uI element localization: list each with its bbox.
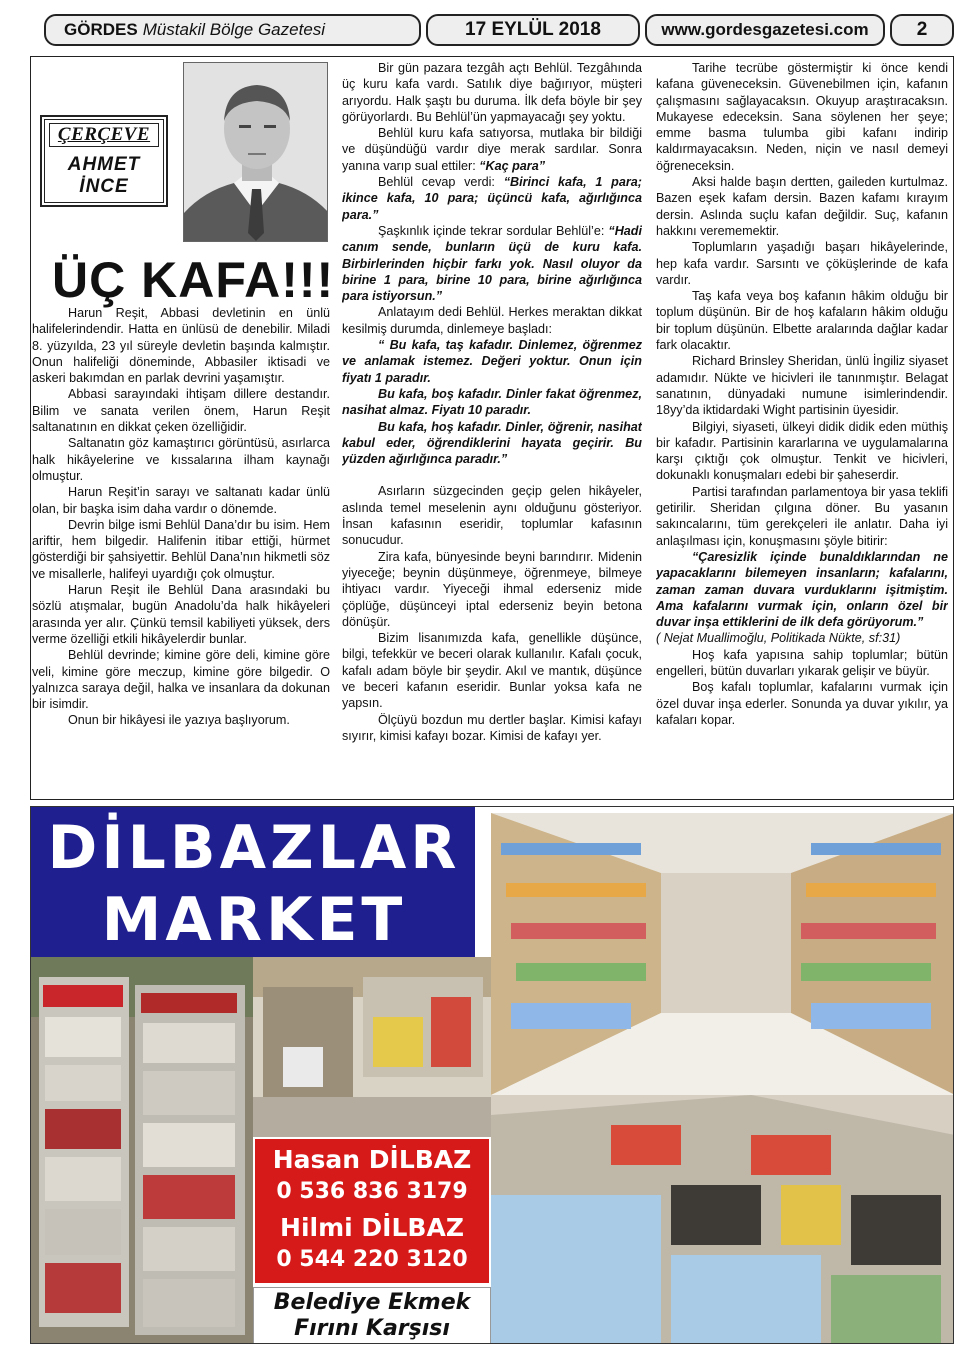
paragraph: Şaşkınlık içinde tekrar sordular Behlül’e: “Hadi canım sende, bunların üçü de kuru kafa. Birbirlerinden hiçbir farkı yok. Nasıl oluyor da birine 1 para, birine 10 para, birine ağırlığınca para istiyorsun.” bbox=[342, 223, 642, 304]
quote-paragraph: Bu kafa, hoş kafadır. Dinler, öğrenir, nasihat kabul eder, öğrendiklerini hayata geçirir. Bu yüzden ağırlığınca paradır.” bbox=[342, 419, 642, 467]
paragraph: Anlatayım dedi Behlül. Herkes meraktan dikkat kesilmiş durumda, dinlemeye başladı: bbox=[342, 305, 642, 336]
paragraph: Behlül cevap verdi: “Birinci kafa, 1 para; ikince kafa, 10 para; üçüncü kafa, ağırlığınca para.” bbox=[342, 175, 642, 222]
store-aisle-photo bbox=[491, 813, 954, 1095]
issue-date: 17 EYLÜL 2018 bbox=[426, 14, 640, 46]
newspaper-rack-photo bbox=[31, 957, 253, 1344]
advert-title-line2: MARKET bbox=[101, 885, 407, 955]
store-address bbox=[253, 1287, 491, 1344]
paragraph: Toplumların yaşadığı başarı hikâyelerinde, hep kafa vardır. Sarsıntı ve çöküşlerinde de kafa vardır. bbox=[656, 240, 948, 287]
author-last-name: İNCE bbox=[79, 176, 129, 197]
paragraph: Tarihe tecrübe göstermiştir ki önce kendi kafana güveneceksin. Güvenebilmen için, kafanın çalışmasını sağlayacaksın. Okuyup araştıracaksın. Mukayese edeceksin. Sana söylenen her şeye; emme basma tulumba gibi kafanı indirip kaldırmayacaksın. Neden, niçin ve nasıl demeyi öğreneceksin. bbox=[656, 61, 948, 173]
paragraph: Asırların süzgecinden geçip gelen hikâyeler, aslında temel meselenin aynı olduğunu gösteriyor. İnsan kafasının eseridir, toplumlar kafasının sonucudur. bbox=[342, 484, 642, 548]
paragraph: Onun bir hikâyesi ile yazıya başlıyorum. bbox=[68, 713, 290, 728]
contact-phone-1[interactable]: 0 536 836 3179 bbox=[276, 1179, 468, 1204]
market-advertisement bbox=[30, 806, 954, 1344]
article-column-2 bbox=[342, 60, 642, 798]
paragraph: Bilgiyi, siyaseti, ülkeyi didik didik eden müthiş bir kafadır. Partisinin kararlarına ve uygulamalarına karşı çıktığı çok olmuştur. Tenkit ve hicivleri, dokunaklı konuşmaları edebi bir şaheserdir. bbox=[656, 419, 948, 483]
storefront-photo bbox=[253, 957, 491, 1137]
quote-paragraph: Bu kafa, boş kafadır. Dinler fakat öğrenmez, nasihat almaz. Fiyatı 10 paradır. bbox=[342, 386, 642, 418]
article-headline: ÜÇ KAFA!!! bbox=[52, 252, 335, 308]
newspaper-name: GÖRDES bbox=[64, 20, 138, 39]
paragraph: Aksi halde başın dertten, gaileden kurtulmaz. Bazen eşek kafam dersin. Bazen kafamı kırayım dersin. Aslında suçlu kafan değildir. Suç, kafanın hakkını verememektir. bbox=[656, 175, 948, 238]
paragraph: Devrin bilge ismi Behlül Dana’dır bu isim. Hem ariftir, hem bilgedir. Halifenin itibar ettiği, hürmet gösterdiği bir şahsiyettir. Behlül Dana’nın hikmetli söz ve misallerle, halifeyi uyardığı çok olmuştur. bbox=[32, 517, 330, 581]
paragraph: Harun Reşit, Abbasi devletinin en ünlü halifelerindendir. Hatta en ünlüsü de denebilir. Miladi 8. yüzyılda, 23 yıl süreyle devletin başında kalmıştır. Onun halifeliği döneminde, Abbasiler iktisadi ve askeri bakımdan en parlak devrini yaşamıştır. bbox=[32, 306, 330, 386]
paragraph: Harun Reşit ile Behlül Dana arasındaki bu sözlü atışmalar, bugün Anadolu’da halk hikâyeleri arasında yer alır. Çünkü temsil kabiliyeti yüksek, ders verme özelliği etkili hikâyelerdir bunlar. bbox=[32, 583, 330, 646]
contact-name-1: Hasan DİLBAZ bbox=[272, 1145, 472, 1174]
paragraph: Abbasi sarayındaki ihtişam dillere destandır. Bilim ve sanata verilen önem, Harun Reşit saltanatının en dikkat çeken özelliğidir. bbox=[32, 387, 330, 435]
article-column-1 bbox=[32, 305, 330, 795]
paragraph: Hoş kafa yapısına sahip toplumlar; bütün engelleri, bütün duvarları yıkarak gelişir ve büyür. bbox=[656, 647, 948, 678]
page-number: 2 bbox=[890, 14, 954, 46]
column-name: ÇERÇEVE bbox=[49, 123, 159, 147]
paragraph: Taş kafa veya boş kafanın hâkim olduğu bir toplum düşünün. Bir de hoş kafaların hâkim olduğu bir toplum düşünün. Elbette aralarında dağlar kadar fark olacaktır. bbox=[656, 289, 948, 353]
contact-phone-2[interactable]: 0 544 220 3120 bbox=[276, 1247, 468, 1272]
website-link[interactable]: www.gordesgazetesi.com bbox=[645, 14, 885, 46]
paragraph: Saltanatın göz kamaştırıcı görüntüsü, asırlarca halk hikâyelerine ve kıssalarına ilham kaynağı olmuştur. bbox=[32, 436, 330, 483]
contact-name-2: Hilmi DİLBAZ bbox=[280, 1213, 464, 1242]
paragraph: Bizim lisanımızda kafa, genellikle düşünce, bilgi, tefekkür ve beceri olarak kullanılır. Kafalı çocuk, kafalı adam böyle bir şeydir. Akıl ve mantık, düşünce ve beceri kafanın eseridir. Bunlar yoksa kafa ne yapsın. bbox=[342, 631, 642, 711]
beverage-shelf-photo bbox=[491, 1095, 954, 1344]
address-line-2: Fırını Karşısı bbox=[294, 1316, 450, 1341]
paragraph: Partisi tarafından parlamentoya bir yasa teklifi getirilir. Sheridan çılgına döner. Bu yasanın sakıncalarını, tüm gerekçeleri ile anlatır. Daha iyi anlaşılması için, konuşmasını şöyle bitirir: bbox=[656, 484, 948, 548]
paragraph: Ölçüyü bozdun mu dertler başlar. Kimisi kafayı sıyırır, kimisi kafayı bozar. Kimisi de kafayı yer. bbox=[342, 712, 642, 743]
paragraph: Richard Brinsley Sheridan, ünlü İngiliz siyaset adamıdır. Nükte ve hicivleri ile tanınmıştır. Belagat sanatının, dünyadaki numune isimlerindendir. 18yy’da iktidardaki Wight partisinin üyesidir. bbox=[656, 354, 948, 418]
advert-title-line1: DİLBAZLAR bbox=[47, 813, 461, 883]
address-line-1: Belediye Ekmek bbox=[273, 1290, 471, 1315]
column-author-box bbox=[40, 115, 168, 207]
paragraph: Behlül kuru kafa satıyorsa, mutlaka bir bildiği ve düşündüğü vardır diye merak sardılar. Sonra yanına varıp sual ettiler: “Kaç para” bbox=[342, 126, 642, 173]
article-column-3 bbox=[656, 60, 948, 798]
paragraph: Boş kafalı toplumlar, kafalarını vurmak için özel duvar inşa ederler. Sonunda ya duvar yıkılır, ya kafaları kopar. bbox=[656, 680, 948, 727]
paragraph: Bir gün pazara tezgâh açtı Behlül. Tezgâhında üç kuru kafa vardı. Satılık diye bağırıyor, müşteri arıyordu. Halk şaştı bu duruma. İlk defa böyle bir şey görüyorlardı. Bu Behlül’ün yapmayacağı şey yoktu. bbox=[342, 61, 642, 124]
author-portrait bbox=[183, 62, 328, 242]
author-name bbox=[45, 154, 163, 198]
newspaper-subtitle: Müstakil Bölge Gazetesi bbox=[142, 20, 326, 39]
contact-info-box bbox=[253, 1137, 491, 1285]
quote-paragraph: “Çaresizlik içinde bunaldıklarından ne yapacaklarını bilemeyen insanların; kafalarını, zaman zaman duvara vurduklarını işitmiştim. Ama kafalarını vurmak için, onların özel bir duvar inşa ettiklerini de ilk defa görüyorum.” bbox=[656, 549, 948, 630]
paragraph: Zira kafa, bünyesinde beyni barındırır. Midenin yiyeceğe; beynin düşünmeye, öğrenmeye, bilmeye ihtiyacı vardır. Yiyeceği ihmal ederseniz mide çöplüğe, düşünceyi iptal ederseniz beyin betona dönüşür. bbox=[342, 549, 642, 629]
quote-paragraph: “ Bu kafa, taş kafadır. Dinlemez, öğrenmez ve anlamak istemez. Değeri yoktur. Onun için fiyatı 1 paradır. bbox=[342, 338, 642, 385]
masthead-brand bbox=[44, 14, 421, 46]
paragraph: Behlül devrinde; kimine göre deli, kimine göre veli, kimine göre meczup, kimine göre bilgedir. O yalnızca saraya değil, halka ve insanlara da dokunan bir isimdir. bbox=[32, 648, 330, 712]
citation: ( Nejat Muallimoğlu, Politikada Nükte, sf:31) bbox=[656, 631, 901, 646]
author-first-name: AHMET bbox=[67, 154, 141, 175]
paragraph: Harun Reşit’in sarayı ve saltanatı kadar ünlü olan, bir başka isim daha vardır o dönemde. bbox=[32, 485, 330, 516]
